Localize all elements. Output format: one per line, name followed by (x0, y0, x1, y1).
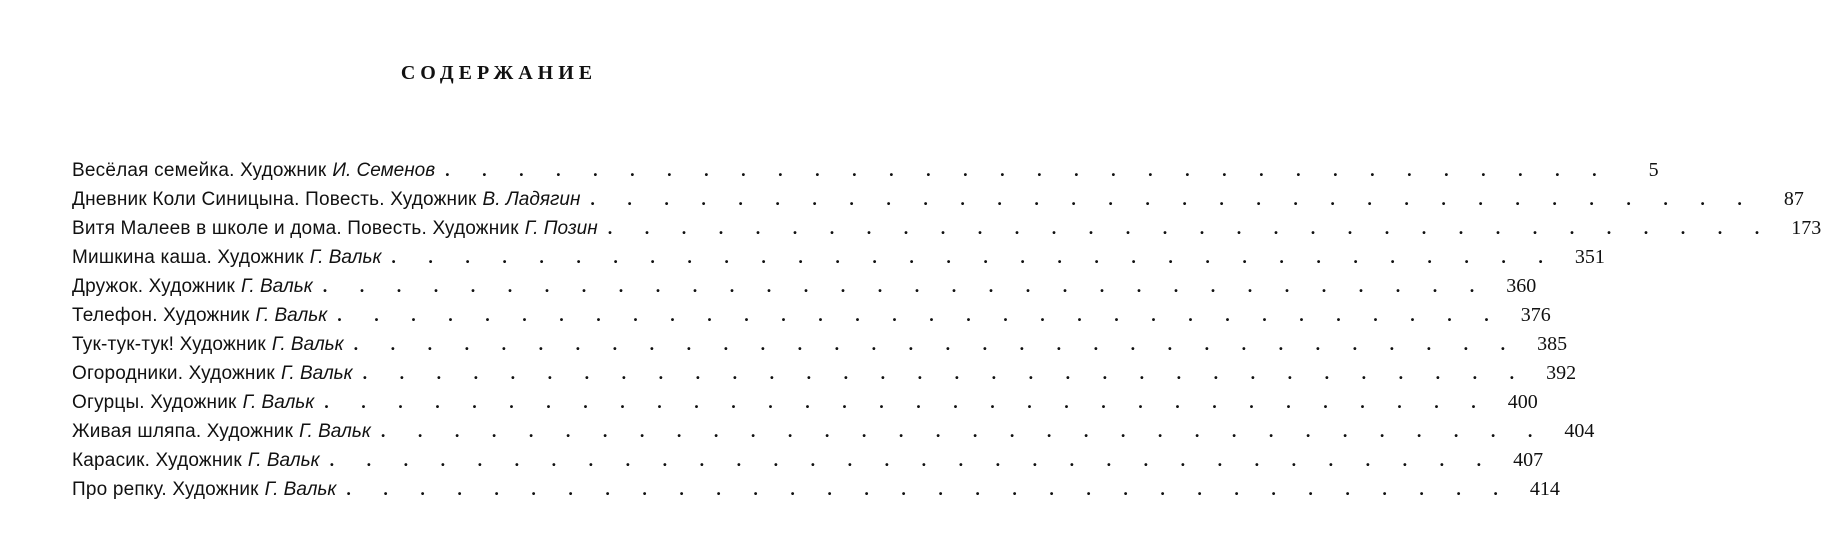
entry-text: Телефон. Художник (72, 305, 250, 326)
dot-leader: . . . . . . . . . . . . . . . . . . . . . . . . . . . . . . . . (324, 392, 1490, 412)
entry-page-number: 400 (1507, 391, 1538, 413)
dot-leader: . . . . . . . . . . . . . . . . . . . . . . . . . . . . . . . . (322, 276, 1489, 296)
entry-page-number: 404 (1564, 420, 1595, 442)
dot-leader: . . . . . . . . . . . . . . . . . . . . . . . . . . . . . . . . (590, 189, 1756, 209)
entry-text: Про репку. Художник (72, 479, 259, 500)
toc-entry (72, 214, 1821, 243)
dot-leader: . . . . . . . . . . . . . . . . . . . . . . . . . . . . . . . . (353, 334, 1520, 354)
toc-entry (72, 388, 1538, 417)
dot-leader: . . . . . . . . . . . . . . . . . . . . . . . . . . . . . . . . (380, 421, 1547, 441)
entry-text: Огородники. Художник (72, 363, 275, 384)
entry-artist: Г. Вальк (271, 334, 344, 355)
entry-page-number: 414 (1529, 478, 1560, 500)
entry-page-number: 360 (1506, 275, 1537, 297)
toc-entry (72, 243, 1605, 272)
entry-text: Огурцы. Художник (72, 392, 237, 413)
toc-entry (72, 417, 1595, 446)
entry-text: Живая шляпа. Художник (72, 421, 294, 442)
entry-artist: Г. Вальк (255, 305, 328, 326)
toc-entry (72, 156, 1659, 185)
entry-artist: Г. Вальк (299, 421, 371, 442)
entry-page-number: 5 (1648, 159, 1659, 181)
entry-text: Карасик. Художник (72, 450, 242, 471)
entry-text: Дневник Коли Синицына. Повесть. Художник (72, 189, 477, 210)
entry-artist: Г. Вальк (309, 247, 382, 268)
entry-page-number: 392 (1546, 362, 1577, 384)
toc-entry (72, 301, 1551, 330)
toc-entry (72, 330, 1568, 359)
entry-text: Дружок. Художник (72, 276, 235, 297)
entry-page-number: 173 (1791, 217, 1821, 239)
dot-leader: . . . . . . . . . . . . . . . . . . . . . . . . . . . . . . . . (329, 450, 1496, 470)
entry-artist: Г. Вальк (264, 479, 337, 500)
entry-page-number: 87 (1783, 188, 1804, 210)
entry-artist: Г. Вальк (242, 392, 315, 413)
entry-page-number: 376 (1520, 304, 1551, 326)
entry-text: Весёлая семейка. Художник (72, 160, 327, 181)
dot-leader: . . . . . . . . . . . . . . . . . . . . . . . . . . . . . . . . (346, 479, 1512, 499)
dot-leader: . . . . . . . . . . . . . . . . . . . . . . . . . . . . . . . . (362, 363, 1529, 383)
toc-entry (72, 272, 1537, 301)
dot-leader: . . . . . . . . . . . . . . . . . . . . . . . . . . . . . . . . (391, 247, 1557, 267)
entry-artist: Г. Вальк (280, 363, 353, 384)
toc-entry (72, 475, 1560, 504)
entry-text: Витя Малеев в школе и дома. Повесть. Художник (72, 218, 519, 239)
entry-text: Тук-тук-тук! Художник (72, 334, 266, 355)
dot-leader: . . . . . . . . . . . . . . . . . . . . . . . . . . . . . . . . (607, 218, 1774, 238)
entry-artist: Г. Позин (524, 218, 598, 239)
entry-page-number: 351 (1574, 246, 1605, 268)
toc-entry (72, 446, 1544, 475)
entry-artist: В. Ладягин (482, 189, 581, 210)
page-title: СОДЕРЖАНИЕ (400, 62, 598, 84)
entry-artist: И. Семенов (332, 160, 436, 181)
entry-page-number: 385 (1537, 333, 1568, 355)
entry-artist: Г. Вальк (247, 450, 320, 471)
toc-entry (72, 185, 1804, 214)
dot-leader: . . . . . . . . . . . . . . . . . . . . . . . . . . . . . . . . (337, 305, 1503, 325)
toc-entry (72, 359, 1577, 388)
entry-page-number: 407 (1513, 449, 1544, 471)
dot-leader: . . . . . . . . . . . . . . . . . . . . . . . . . . . . . . . . (445, 160, 1611, 180)
table-of-contents (72, 156, 1821, 504)
entry-text: Мишкина каша. Художник (72, 247, 304, 268)
entry-artist: Г. Вальк (240, 276, 313, 297)
